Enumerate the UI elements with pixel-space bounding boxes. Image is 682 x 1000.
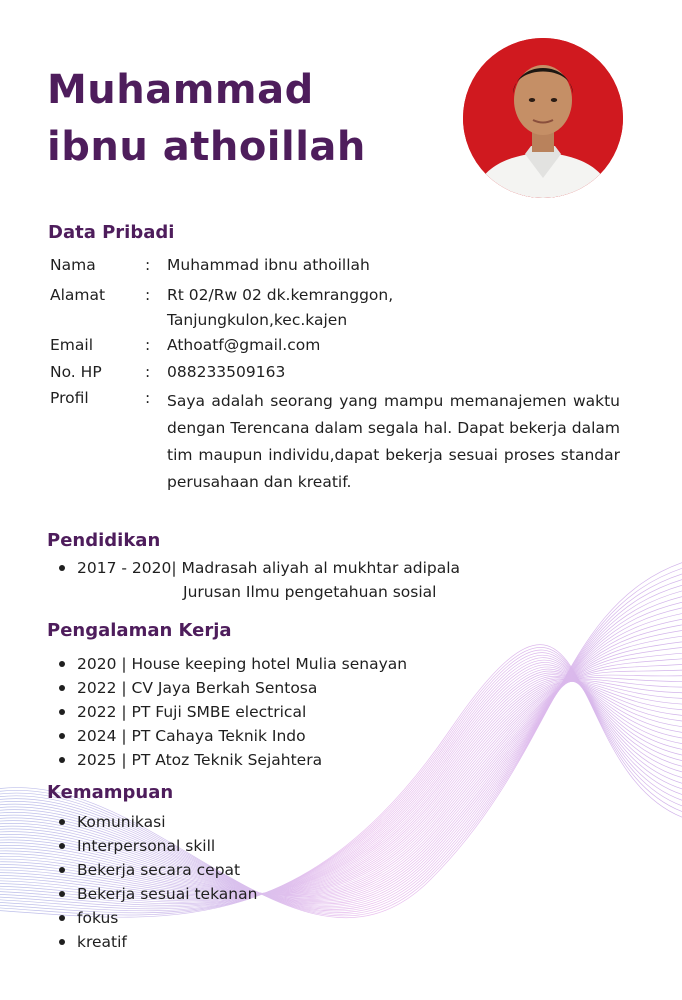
section-title-experience: Pengalaman Kerja xyxy=(47,620,232,641)
field-row-phone xyxy=(50,363,620,389)
field-colon: : xyxy=(145,256,151,274)
candidate-name xyxy=(47,62,366,176)
field-label: Alamat xyxy=(50,286,106,304)
skill-item: Bekerja sesuai tekanan xyxy=(47,882,647,906)
experience-item: 2022 | PT Fuji SMBE electrical xyxy=(47,700,647,724)
education-major: Jurusan Ilmu pengetahuan sosial xyxy=(183,583,437,601)
section-title-skills: Kemampuan xyxy=(47,782,174,803)
profile-summary: Saya adalah seorang yang mampu memanajemen waktu dengan Terencana dalam segala hal. Dapat bekerja dalam tim maupun individu,dapat bekerja sesuai proses standar perusahaan dan kreatif. xyxy=(167,392,620,491)
field-label: Email xyxy=(50,336,94,354)
field-label: Profil xyxy=(50,389,89,407)
field-row-profil xyxy=(50,389,620,496)
skills-section xyxy=(47,781,647,954)
skill-item: Bekerja secara cepat xyxy=(47,858,647,882)
address-line-2: Tanjungkulon,kec.kajen xyxy=(167,311,348,329)
section-title-education: Pendidikan xyxy=(47,530,161,551)
field-value xyxy=(167,283,620,336)
name-line-2: ibnu athoillah xyxy=(47,124,366,170)
address-line-1: Rt 02/Rw 02 dk.kemranggon, xyxy=(167,286,394,304)
field-label: Nama xyxy=(50,256,96,274)
field-value: Muhammad ibnu athoillah xyxy=(167,256,370,274)
field-value: Athoatf@gmail.com xyxy=(167,336,321,354)
field-colon: : xyxy=(145,286,151,304)
name-line-1: Muhammad xyxy=(47,67,314,113)
field-row-email xyxy=(50,336,620,363)
field-label: No. HP xyxy=(50,363,102,381)
skill-item: fokus xyxy=(47,906,647,930)
person-portrait-icon xyxy=(463,38,623,198)
field-colon: : xyxy=(145,389,151,407)
section-title-personal: Data Pribadi xyxy=(48,222,175,243)
field-row-nama xyxy=(50,256,620,283)
experience-item: 2025 | PT Atoz Teknik Sejahtera xyxy=(47,748,647,772)
experience-item: 2024 | PT Cahaya Teknik Indo xyxy=(47,724,647,748)
experience-item: 2022 | CV Jaya Berkah Sentosa xyxy=(47,676,647,700)
experience-section xyxy=(47,619,647,772)
skill-item: Interpersonal skill xyxy=(47,834,647,858)
experience-item: 2020 | House keeping hotel Mulia senayan xyxy=(47,652,647,676)
field-colon: : xyxy=(145,336,151,354)
skill-item: kreatif xyxy=(47,930,647,954)
field-colon: : xyxy=(145,363,151,381)
profile-photo xyxy=(463,38,623,198)
field-value: 088233509163 xyxy=(167,363,286,381)
field-row-alamat xyxy=(50,283,620,336)
education-entry: 2017 - 2020| Madrasah aliyah al mukhtar adipala xyxy=(47,556,647,580)
personal-data-block xyxy=(50,256,620,496)
skill-item: Komunikasi xyxy=(47,810,647,834)
education-section xyxy=(47,529,647,604)
